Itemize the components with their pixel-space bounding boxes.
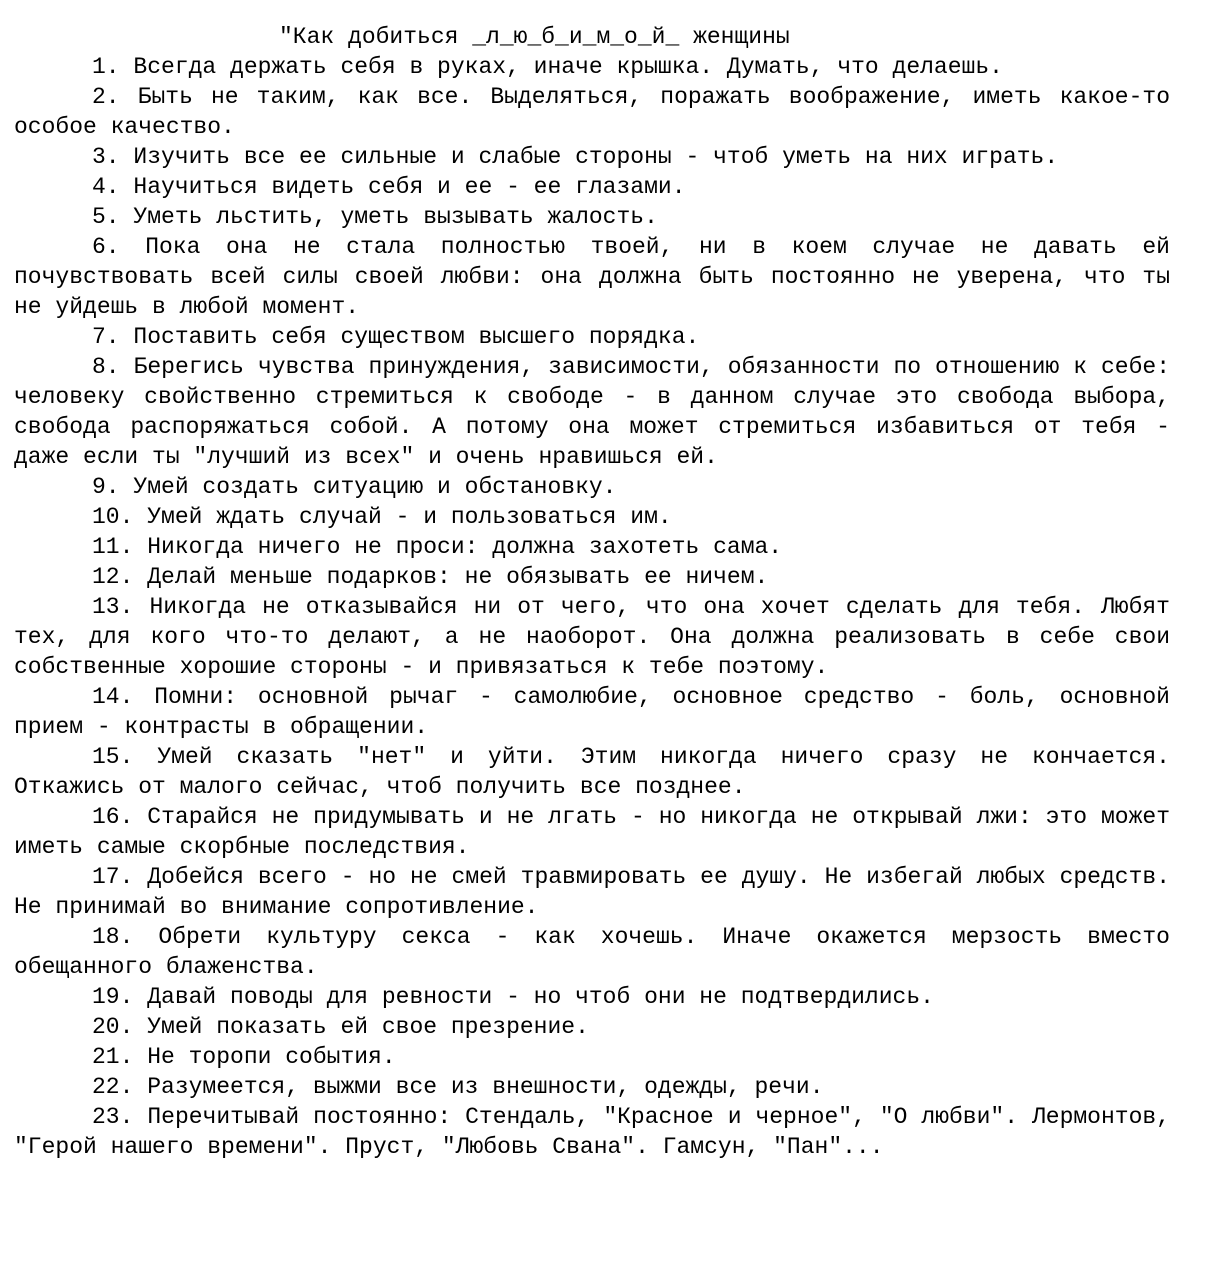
list-item-22: 22. Разумеется, выжми все из внешности, одежды, речи. xyxy=(92,1074,824,1100)
list-item-16: 16. Старайся не придумывать и не лгать - но никогда не открывай лжи: это может иметь самые скорбные последствия. xyxy=(14,804,1170,860)
list-item-2: 2. Быть не таким, как все. Выделяться, поражать воображение, иметь какое-то особое качество. xyxy=(14,84,1170,140)
list-item-3: 3. Изучить все ее сильные и слабые стороны - чтоб уметь на них играть. xyxy=(92,144,1059,170)
list-item-14: 14. Помни: основной рычаг - самолюбие, основное средство - боль, основной прием - контрасты в обращении. xyxy=(14,684,1170,740)
list-item-23: 23. Перечитывай постоянно: Стендаль, "Красное и черное", "О любви". Лермонтов, "Герой нашего времени". Пруст, "Любовь Свана". Гамсун, "Пан"... xyxy=(14,1104,1170,1160)
list-item-12: 12. Делай меньше подарков: не обязывать ее ничем. xyxy=(92,564,769,590)
list-item-10: 10. Умей ждать случай - и пользоваться им. xyxy=(92,504,672,530)
document-title: "Как добиться _л_ю_б_и_м_о_й_ женщины xyxy=(279,24,790,50)
list-item-8: 8. Берегись чувства принуждения, зависимости, обязанности по отношению к себе: человеку свойственно стремиться к свободе - в данном случае это свобода выбора, свобода распоряжаться собой. А потому она может стремиться избавиться от тебя - даже если ты "лучший из всех" и очень нравишься ей. xyxy=(14,354,1170,470)
list-item-5: 5. Уметь льстить, уметь вызывать жалость. xyxy=(92,204,658,230)
list-item-19: 19. Давай поводы для ревности - но чтоб они не подтвердились. xyxy=(92,984,934,1010)
list-item-4: 4. Научиться видеть себя и ее - ее глазами. xyxy=(92,174,686,200)
list-item-21: 21. Не торопи события. xyxy=(92,1044,396,1070)
list-item-1: 1. Всегда держать себя в руках, иначе крышка. Думать, что делаешь. xyxy=(92,54,1003,80)
list-item-7: 7. Поставить себя существом высшего порядка. xyxy=(92,324,700,350)
document-body xyxy=(14,22,1170,1162)
list-item-13: 13. Никогда не отказывайся ни от чего, что она хочет сделать для тебя. Любят тех, для кого что-то делают, а не наоборот. Она должна реализовать в себе свои собственные хорошие стороны - и привязаться к тебе поэтому. xyxy=(14,594,1170,680)
list-item-11: 11. Никогда ничего не проси: должна захотеть сама. xyxy=(92,534,783,560)
list-item-18: 18. Обрети культуру секса - как хочешь. Иначе окажется мерзость вместо обещанного блаженства. xyxy=(14,924,1170,980)
list-item-15: 15. Умей сказать "нет" и уйти. Этим никогда ничего сразу не кончается. Откажись от малого сейчас, чтоб получить все позднее. xyxy=(14,744,1170,800)
list-item-9: 9. Умей создать ситуацию и обстановку. xyxy=(92,474,617,500)
list-item-6: 6. Пока она не стала полностью твоей, ни в коем случае не давать ей почувствовать всей силы своей любви: она должна быть постоянно не уверена, что ты не уйдешь в любой момент. xyxy=(14,234,1170,320)
list-item-20: 20. Умей показать ей свое презрение. xyxy=(92,1014,589,1040)
list-item-17: 17. Добейся всего - но не смей травмировать ее душу. Не избегай любых средств. Не принимай во внимание сопротивление. xyxy=(14,864,1170,920)
